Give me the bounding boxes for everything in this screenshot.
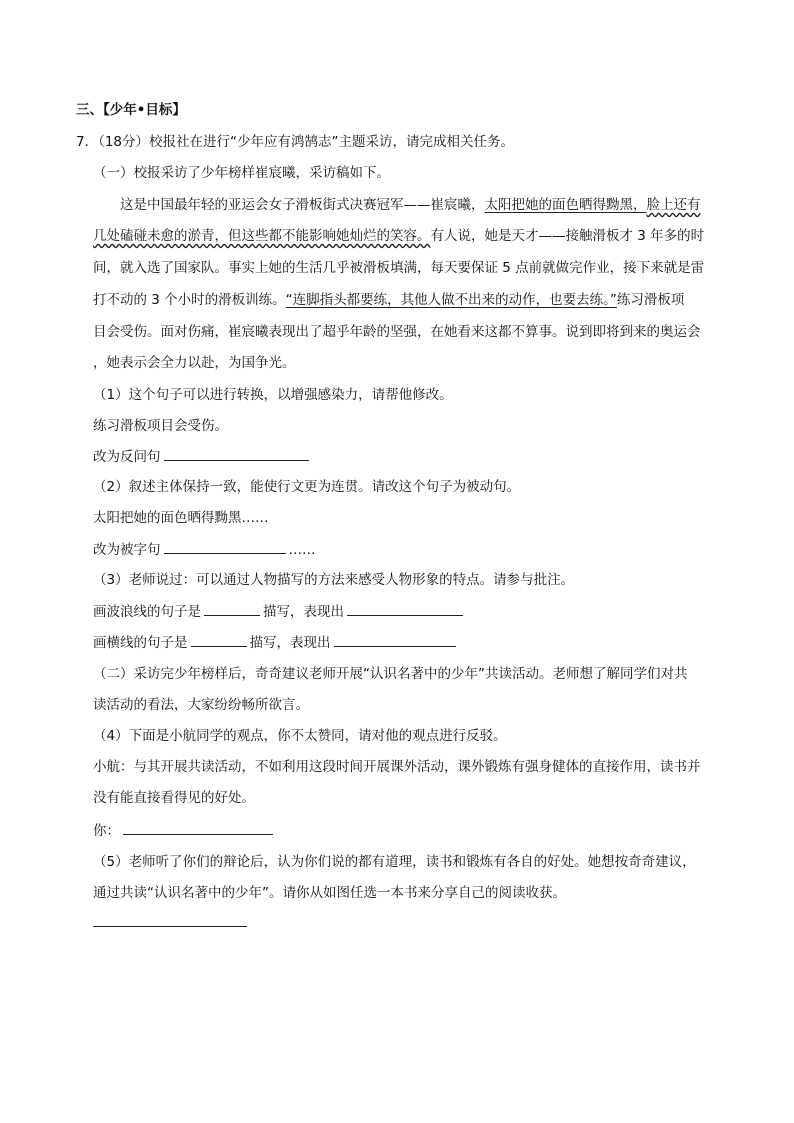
passage-line-1: 这是中国最年轻的亚运会女子滑板街式决赛冠军——崔宸曦，太阳把她的面色晒得黝黑，脸上还有 bbox=[120, 197, 701, 213]
rhetorical-question-answer-blank[interactable] bbox=[164, 446, 309, 461]
passage-line-6: ，她表示会全力以赴，为国争光。 bbox=[93, 355, 296, 371]
reading-harvest-answer-blank[interactable] bbox=[93, 926, 247, 927]
sub1-sentence: 练习滑板项目会受伤。 bbox=[93, 418, 228, 434]
wavy-trait-blank[interactable] bbox=[347, 601, 463, 616]
wavy-underlined-sentence-cont: 几处磕碰未愈的淤青，但这些都不能影响她灿烂的笑容。 bbox=[93, 228, 431, 244]
passive-sentence-answer-blank[interactable] bbox=[164, 539, 286, 554]
passage-line-3: 间，就入选了国家队。事实上她的生活几乎被滑板填满，每天要保证 5 点前就做完作业，接下来就是雷 bbox=[93, 260, 705, 276]
straight-underlined-sentence: 太阳把她的面色晒得黝黑， bbox=[484, 197, 647, 213]
question-7-stem: 7．（18分）校报社在进行“少年应有鸿鹄志”主题采访，请完成相关任务。 bbox=[76, 134, 515, 150]
sub2-sentence: 太阳把她的面色晒得黝黑…… bbox=[93, 510, 269, 526]
sub1-prompt: （1）这个句子可以进行转换，以增强感染力，请帮他修改。 bbox=[93, 387, 453, 403]
passage-line-2: 几处磕碰未愈的淤青，但这些都不能影响她灿烂的笑容。有人说，她是天才——接触滑板才 3 年多的时 bbox=[93, 228, 705, 244]
sub5-line-2: 通过共读“认识名著中的少年”。请你从如图任选一本书来分享自己的阅读收获。 bbox=[93, 885, 566, 901]
rebuttal-answer-blank[interactable] bbox=[123, 820, 273, 835]
wavy-description-type-blank[interactable] bbox=[204, 601, 260, 616]
sub4-view-line-1: 小航：与其开展共读活动，不如利用这段时间开展课外活动，课外锻炼有强身健体的直接作用，读书并 bbox=[93, 759, 701, 775]
sub4-prompt: （4）下面是小航同学的观点，你不太赞同，请对他的观点进行反驳。 bbox=[93, 728, 507, 744]
line-description-type-blank[interactable] bbox=[191, 632, 247, 647]
sub4-answer-row: 你： bbox=[93, 820, 743, 841]
line-trait-blank[interactable] bbox=[334, 632, 456, 647]
wavy-underlined-sentence: 脸上还有 bbox=[646, 197, 701, 213]
sub3-line-row: 画横线的句子是 描写，表现出 bbox=[93, 632, 743, 653]
passage-line-4: 打不动的 3 个小时的滑板训练。“连脚指头都要练，其他人做不出来的动作，也要去练。”练习滑板项 bbox=[93, 292, 685, 308]
sub1-answer-row: 改为反问句 bbox=[93, 446, 743, 467]
part2-line-1: （二）采访完少年榜样后，奇奇建议老师开展“认识名著中的少年”共读活动。老师想了解同学们对共 bbox=[93, 666, 688, 682]
sub3-prompt: （3）老师说过：可以通过人物描写的方法来感受人物形象的特点。请参与批注。 bbox=[93, 572, 575, 588]
quoted-line: “连脚指头都要练，其他人做不出来的动作，也要去练。” bbox=[285, 292, 617, 308]
part2-line-2: 读活动的看法，大家纷纷畅所欲言。 bbox=[93, 697, 309, 713]
sub2-answer-row: 改为被字句 …… bbox=[93, 539, 743, 560]
sub3-wavy-row: 画波浪线的句子是 描写，表现出 bbox=[93, 601, 743, 622]
sub5-line-1: （5）老师听了你们的辩论后，认为你们说的都有道理，读书和锻炼有各自的好处。她想按奇奇建议， bbox=[93, 854, 696, 870]
sub4-view-line-2: 没有能直接看得见的好处。 bbox=[93, 790, 255, 806]
part1-title: （一）校报采访了少年榜样崔宸曦，采访稿如下。 bbox=[93, 165, 390, 181]
sub2-prompt: （2）叙述主体保持一致，能使行文更为连贯。请改这个句子为被动句。 bbox=[93, 479, 521, 495]
section-heading: 三、【少年•目标】 bbox=[76, 102, 186, 118]
passage-line-5: 目会受伤。面对伤痛，崔宸曦表现出了超乎年龄的坚强，在她看来这都不算事。说到即将到来的奥运会 bbox=[93, 324, 701, 340]
